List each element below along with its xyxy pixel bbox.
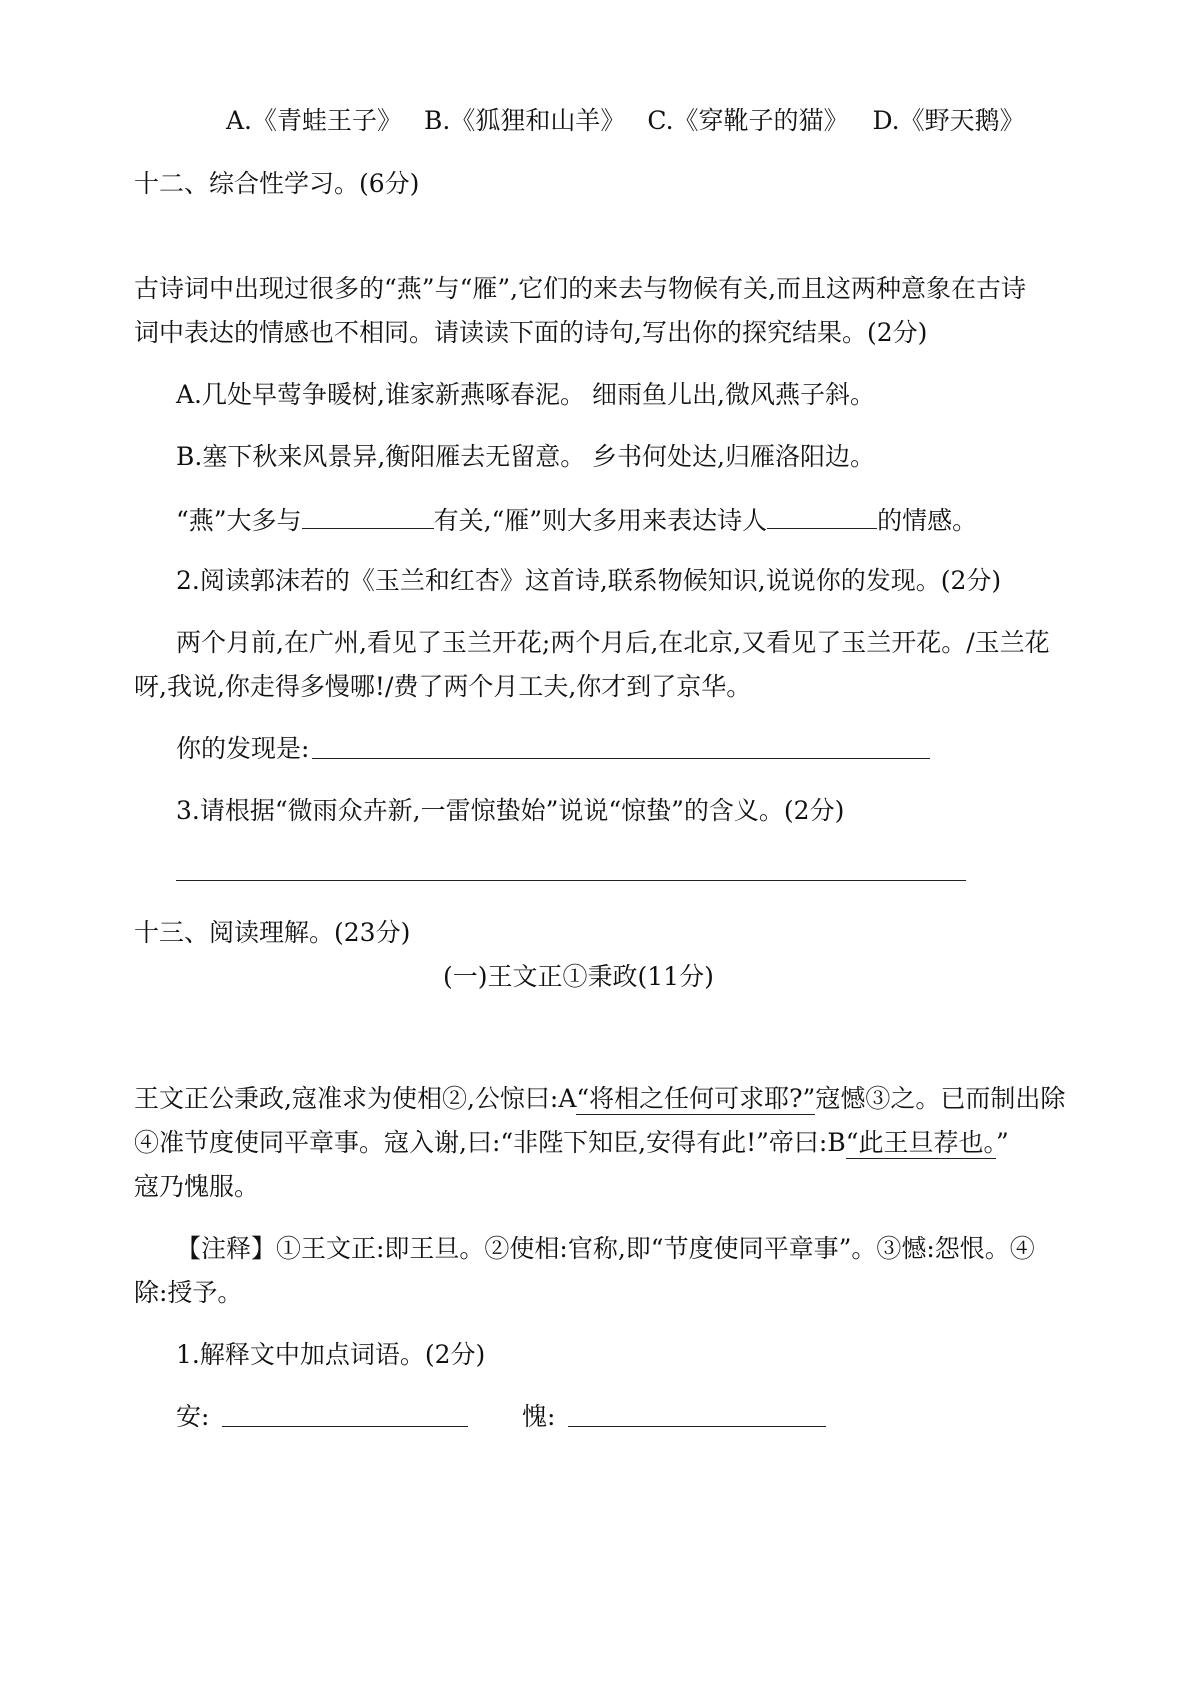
section-13-heading: 十三、阅读理解。(23分): [134, 918, 411, 947]
passage-title: (一)王文正①秉政(11分): [443, 962, 714, 991]
poem2-line1: 两个月前,在广州,看见了玉兰开花;两个月后,在北京,又看见了玉兰开花。/玉兰花: [176, 628, 1050, 657]
poem-a-line2: 细雨鱼儿出,微风燕子斜。: [592, 380, 875, 409]
underlined-sentence-a: “将相之任何可求耶?”: [576, 1084, 816, 1113]
options-row: [226, 104, 1025, 138]
poem-b-line1: B.塞下秋来风景异,衡阳雁去无留意。: [176, 442, 586, 471]
question-12-2: 2.阅读郭沫若的《玉兰和红杏》这首诗,联系物候知识,说说你的发现。(2分): [176, 566, 1002, 595]
answer-line-kui[interactable]: [568, 1426, 826, 1427]
kui-label: 愧:: [522, 1402, 556, 1431]
section-12-intro-line2: 词中表达的情感也不相同。请读读下面的诗句,写出你的探究结果。(2分): [134, 318, 928, 347]
passage-line2-start: ④准节度使同平章事。寇入谢,曰:“非陛下知臣,安得有此!”帝曰:B: [134, 1128, 846, 1157]
passage-line1-end: 寇憾③之。已而制出除: [815, 1084, 1066, 1113]
question-12-3: 3.请根据“微雨众卉新,一雷惊蛰始”说说“惊蛰”的含义。(2分): [176, 796, 845, 825]
underlined-sentence-b: “此王旦荐也。: [845, 1128, 997, 1157]
option-a: A.《青蛙王子》: [226, 106, 403, 135]
answer-line-jingzhe[interactable]: [176, 880, 966, 881]
option-b: B.《狐狸和山羊》: [424, 106, 626, 135]
note-line1: 【注释】①王文正:即王旦。②使相:官称,即“节度使同平章事”。③憾:怨恨。④: [176, 1234, 1035, 1263]
fill-part1: “燕”大多与: [176, 506, 302, 535]
question-13-1: 1.解释文中加点词语。(2分): [176, 1340, 486, 1369]
section-12-heading: 十二、综合性学习。(6分): [134, 169, 420, 198]
passage-line1: [134, 1082, 1065, 1116]
an-label: 安:: [176, 1402, 210, 1431]
section-12-intro-line1: 古诗词中出现过很多的“燕”与“雁”,它们的来去与物候有关,而且这两种意象在古诗: [134, 274, 1027, 303]
answer-line-discovery[interactable]: [312, 758, 930, 759]
poem-a-line1: A.几处早莺争暖树,谁家新燕啄春泥。: [176, 380, 585, 409]
passage-line1-start: 王文正公秉政,寇准求为使相②,公惊曰:A: [134, 1084, 577, 1113]
fill-part3: 的情感。: [877, 506, 978, 535]
option-c: C.《穿靴子的猫》: [647, 106, 849, 135]
answer-line-an[interactable]: [222, 1426, 468, 1427]
answer-blank-yan-goose[interactable]: [767, 502, 877, 529]
note-line2: 除:授予。: [134, 1278, 243, 1307]
poem2-line2: 呀,我说,你走得多慢哪!/费了两个月工夫,你才到了京华。: [134, 672, 752, 701]
answer-blank-yan-swallow[interactable]: [302, 502, 434, 529]
passage-line2-end: ”: [996, 1128, 1009, 1157]
fill-part2: 有关,“雁”则大多用来表达诗人: [433, 506, 768, 535]
passage-line3: 寇乃愧服。: [134, 1172, 260, 1201]
passage-line2: [134, 1126, 1009, 1160]
option-d: D.《野天鹅》: [872, 106, 1025, 135]
discovery-label: 你的发现是:: [176, 734, 310, 763]
poem-b-line2: 乡书何处达,归雁洛阳边。: [592, 442, 875, 471]
fill-in-sentence: [176, 502, 977, 538]
